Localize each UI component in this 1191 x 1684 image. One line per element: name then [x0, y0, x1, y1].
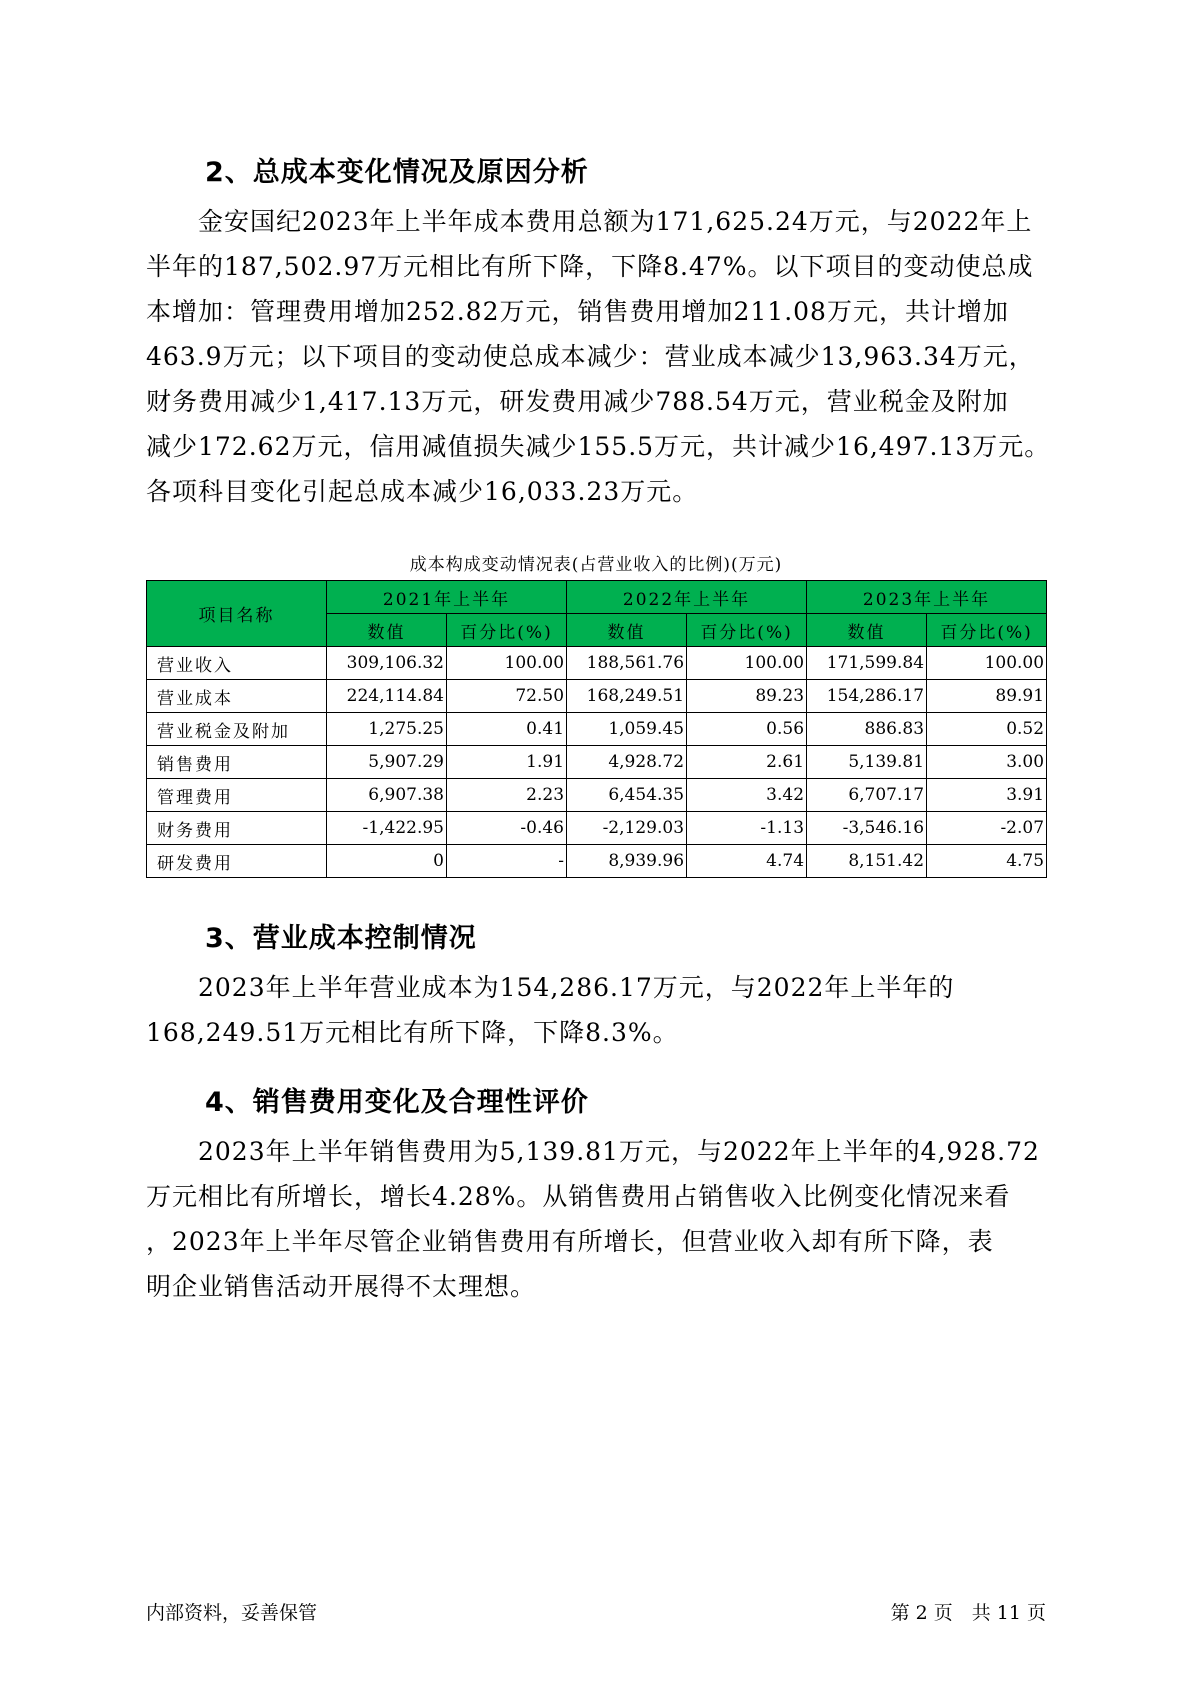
cell: 6,707.17 [807, 779, 927, 812]
paragraph-line: 金安国纪2023年上半年成本费用总额为171,625.24万元，与2022年上 [146, 207, 1033, 236]
cell: -2,129.03 [567, 812, 687, 845]
section-4-heading: 4、销售费用变化及合理性评价 [205, 1087, 589, 1118]
table-row [147, 812, 1047, 845]
cell: 154,286.17 [807, 680, 927, 713]
cell: 0.41 [447, 713, 567, 746]
row-name: 管理费用 [147, 779, 327, 812]
cell: 100.00 [927, 647, 1047, 680]
paragraph-line: 万元相比有所增长，增长4.28%。从销售费用占销售收入比例变化情况来看 [146, 1182, 1011, 1211]
cell: -1,422.95 [327, 812, 447, 845]
paragraph-line: 各项科目变化引起总成本减少16,033.23万元。 [146, 477, 699, 506]
sub-header-percent: 百分比(%) [447, 614, 567, 647]
row-name: 营业税金及附加 [147, 713, 327, 746]
paragraph-line: 168,249.51万元相比有所下降，下降8.3%。 [146, 1018, 679, 1047]
year-header-2022: 2022年上半年 [567, 581, 807, 614]
paragraph-line: ，2023年上半年尽管企业销售费用有所增长，但营业收入却有所下降，表 [146, 1227, 994, 1256]
cell: 0.52 [927, 713, 1047, 746]
cell: 72.50 [447, 680, 567, 713]
section-2-paragraph [146, 199, 1051, 514]
paragraph-line: 半年的187,502.97万元相比有所下降，下降8.47%。以下项目的变动使总成 [146, 252, 1034, 281]
row-name: 营业收入 [147, 647, 327, 680]
cell: 5,139.81 [807, 746, 927, 779]
table-row [147, 680, 1047, 713]
paragraph-line: 2023年上半年销售费用为5,139.81万元，与2022年上半年的4,928.72 [146, 1137, 1040, 1166]
paragraph-line: 明企业销售活动开展得不太理想。 [146, 1272, 537, 1301]
name-column-header: 项目名称 [147, 581, 327, 647]
sub-header-value: 数值 [567, 614, 687, 647]
sub-header-value: 数值 [327, 614, 447, 647]
row-name: 研发费用 [147, 845, 327, 878]
table-row [147, 746, 1047, 779]
section-2-heading: 2、总成本变化情况及原因分析 [205, 157, 589, 188]
cell: 5,907.29 [327, 746, 447, 779]
paragraph-line: 减少172.62万元，信用减值损失减少155.5万元，共计减少16,497.13万元。 [146, 432, 1051, 461]
cell: -2.07 [927, 812, 1047, 845]
row-name: 销售费用 [147, 746, 327, 779]
cell: 2.61 [687, 746, 807, 779]
table-caption: 成本构成变动情况表(占营业收入的比例)(万元) [409, 555, 783, 575]
cell: 4.74 [687, 845, 807, 878]
cell: 1.91 [447, 746, 567, 779]
cell: 3.42 [687, 779, 807, 812]
cell: 1,275.25 [327, 713, 447, 746]
cell: 8,939.96 [567, 845, 687, 878]
cell: 3.00 [927, 746, 1047, 779]
cell: 224,114.84 [327, 680, 447, 713]
cell: 886.83 [807, 713, 927, 746]
cell: 0 [327, 845, 447, 878]
cell: -3,546.16 [807, 812, 927, 845]
sub-header-percent: 百分比(%) [927, 614, 1047, 647]
paragraph-line: 本增加：管理费用增加252.82万元，销售费用增加211.08万元，共计增加 [146, 297, 1009, 326]
section-4-paragraph [146, 1129, 1046, 1309]
section-3-paragraph [146, 965, 1046, 1055]
cell: 89.23 [687, 680, 807, 713]
cell: 4,928.72 [567, 746, 687, 779]
cell: 309,106.32 [327, 647, 447, 680]
year-header-2023: 2023年上半年 [807, 581, 1047, 614]
table-row [147, 647, 1047, 680]
cell: 1,059.45 [567, 713, 687, 746]
cell: 8,151.42 [807, 845, 927, 878]
paragraph-line: 463.9万元；以下项目的变动使总成本减少：营业成本减少13,963.34万元， [146, 342, 1035, 371]
footer-confidential-note: 内部资料，妥善保管 [146, 1602, 318, 1624]
cell: 3.91 [927, 779, 1047, 812]
cell: 100.00 [687, 647, 807, 680]
table-row [147, 845, 1047, 878]
cell: 188,561.76 [567, 647, 687, 680]
cell: - [447, 845, 567, 878]
cell: 6,454.35 [567, 779, 687, 812]
cell: -0.46 [447, 812, 567, 845]
cell: -1.13 [687, 812, 807, 845]
sub-header-value: 数值 [807, 614, 927, 647]
cell: 171,599.84 [807, 647, 927, 680]
cell: 100.00 [447, 647, 567, 680]
section-3-heading: 3、营业成本控制情况 [205, 923, 477, 954]
footer-page-number: 第 2 页 共 11 页 [890, 1602, 1046, 1624]
row-name: 财务费用 [147, 812, 327, 845]
year-header-2021: 2021年上半年 [327, 581, 567, 614]
cost-structure-table [146, 580, 1047, 878]
cell: 2.23 [447, 779, 567, 812]
row-name: 营业成本 [147, 680, 327, 713]
cell: 168,249.51 [567, 680, 687, 713]
cell: 6,907.38 [327, 779, 447, 812]
paragraph-line: 2023年上半年营业成本为154,286.17万元，与2022年上半年的 [146, 973, 955, 1002]
table-row [147, 779, 1047, 812]
cell: 89.91 [927, 680, 1047, 713]
table-row [147, 713, 1047, 746]
sub-header-percent: 百分比(%) [687, 614, 807, 647]
paragraph-line: 财务费用减少1,417.13万元，研发费用减少788.54万元，营业税金及附加 [146, 387, 1009, 416]
cell: 4.75 [927, 845, 1047, 878]
cell: 0.56 [687, 713, 807, 746]
